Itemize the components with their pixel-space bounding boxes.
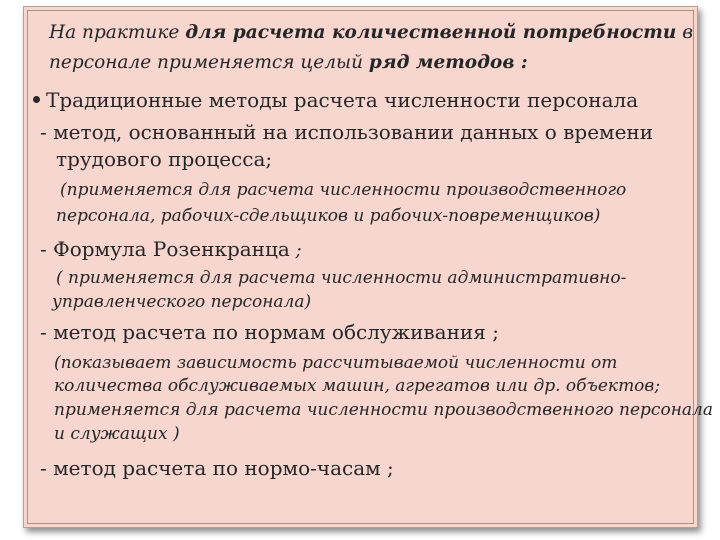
method-line: - метод расчета по нормо-часам ; (40, 456, 394, 480)
intro-line-2 (49, 52, 528, 73)
method-note: персонала, рабочих-сдельщиков и рабочих-повременщиков) (56, 206, 601, 226)
method-note: ( применяется для расчета численности административно- (56, 268, 627, 288)
method-note: и служащих ) (54, 424, 180, 444)
heading-text: Традиционные методы расчета численности персонала (46, 88, 639, 112)
section-heading (33, 88, 638, 112)
method-line: трудового процесса; (56, 147, 273, 171)
intro-text: в (676, 22, 693, 43)
method-text-tail: ; (289, 240, 302, 261)
bullet-icon (33, 96, 40, 103)
method-line (40, 237, 302, 261)
method-note: (применяется для расчета численности производственного (60, 180, 627, 200)
intro-text: На практике (49, 22, 186, 43)
method-line: - метод расчета по нормам обслуживания ; (40, 320, 499, 344)
intro-emphasis: для расчета количественной потребности (185, 22, 677, 43)
method-text: - Формула Розенкранца (40, 237, 290, 261)
method-note: (показывает зависимость рассчитываемой численности от (54, 353, 618, 373)
method-line: - метод, основанный на использовании данных о времени (40, 120, 654, 144)
method-note: количества обслуживаемых машин, агрегатов или др. объектов; (54, 376, 661, 396)
intro-text: персонале применяется целый (49, 52, 369, 73)
intro-emphasis: ряд методов : (368, 52, 528, 73)
intro-line-1 (49, 22, 693, 43)
method-note: управленческого персонала) (52, 292, 312, 312)
method-note: применяется для расчета численности производственного персонала (54, 400, 713, 420)
slide (23, 6, 698, 528)
